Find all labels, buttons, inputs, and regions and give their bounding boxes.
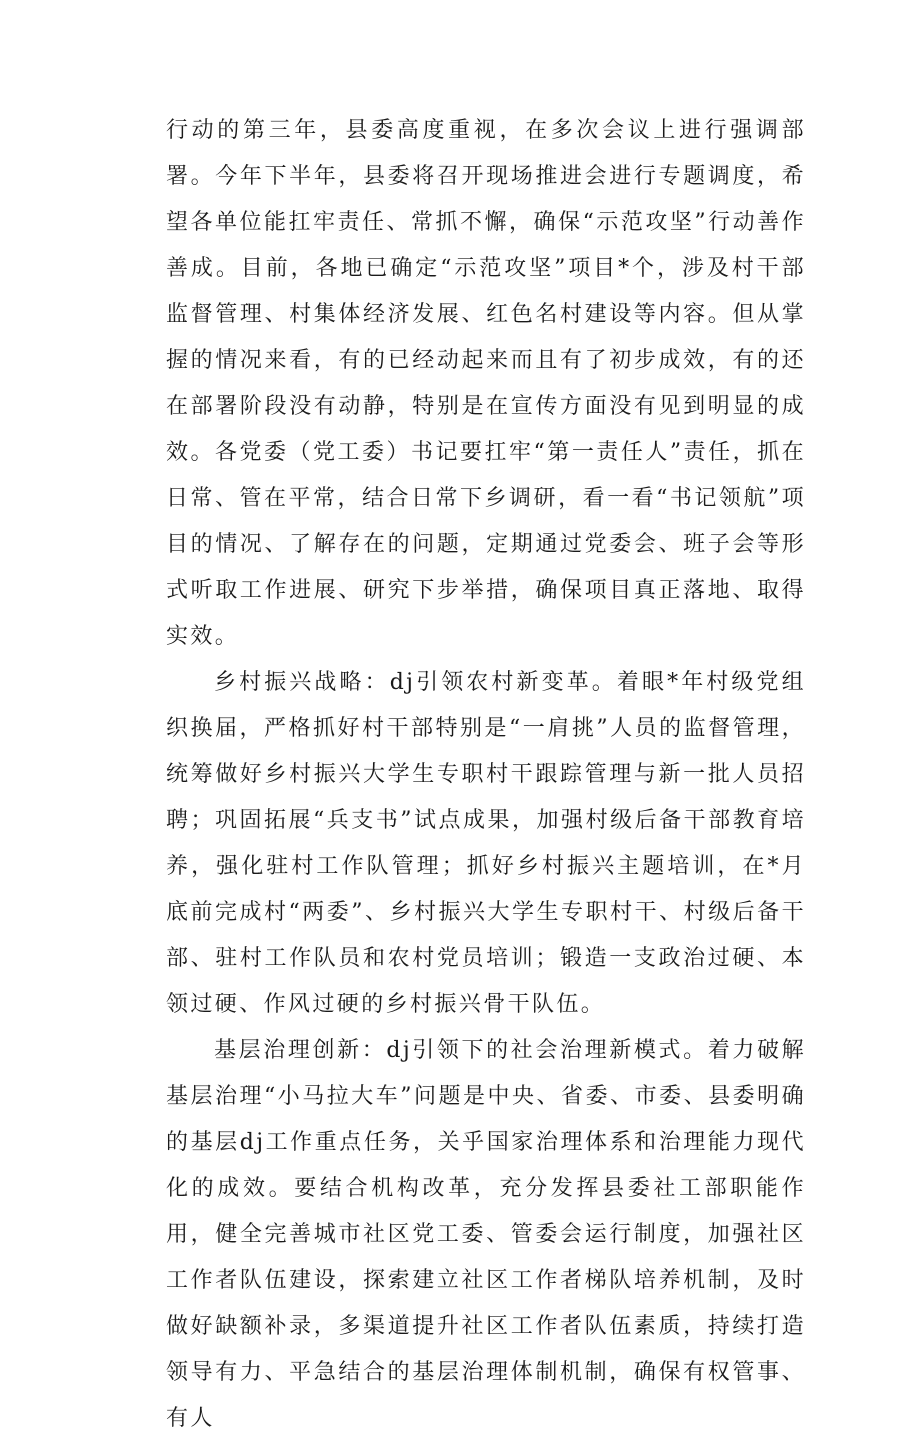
paragraph-continuation: 行动的第三年，县委高度重视，在多次会议上进行强调部署。今年下半年，县委将召开现场推进会进行专题调度，希望各单位能扛牢责任、常抓不懈，确保“示范攻坚”行动善作善成。目前，各地已确定“示范攻坚”项目*个，涉及村干部监督管理、村集体经济发展、红色名村建设等内容。但从掌握的情况来看，有的已经动起来而且有了初步成效，有的还在部署阶段没有动静，特别是在宣传方面没有见到明显的成效。各党委（党工委）书记要扛牢“第一责任人”责任，抓在日常、管在平常，结合日常下乡调研，看一看“书记领航”项目的情况、了解存在的问题，定期通过党委会、班子会等形式听取工作进展、研究下步举措，确保项目真正落地、取得实效。 bbox=[166, 118, 806, 649]
paragraph-rural-revitalization: 乡村振兴战略：dj引领农村新变革。着眼*年村级党组织换届，严格抓好村干部特别是“一肩挑”人员的监督管理，统筹做好乡村振兴大学生专职村干跟踪管理与新一批人员招聘；巩固拓展“兵支书”试点成果，加强村级后备干部教育培养，强化驻村工作队管理；抓好乡村振兴主题培训，在*月底前完成村“两委”、乡村振兴大学生专职村干、村级后备干部、驻村工作队员和农村党员培训；锻造一支政治过硬、本领过硬、作风过硬的乡村振兴骨干队伍。 bbox=[166, 670, 806, 1017]
document-body bbox=[166, 108, 806, 1442]
paragraph-grassroots-governance: 基层治理创新：dj引领下的社会治理新模式。着力破解基层治理“小马拉大车”问题是中央、省委、市委、县委明确的基层dj工作重点任务，关乎国家治理体系和治理能力现代化的成效。要结合机构改革，充分发挥县委社工部职能作用，健全完善城市社区党工委、管委会运行制度，加强社区工作者队伍建设，探索建立社区工作者梯队培养机制，及时做好缺额补录，多渠道提升社区工作者队伍素质，持续打造领导有力、平急结合的基层治理体制机制，确保有权管事、有人 bbox=[166, 1038, 806, 1431]
